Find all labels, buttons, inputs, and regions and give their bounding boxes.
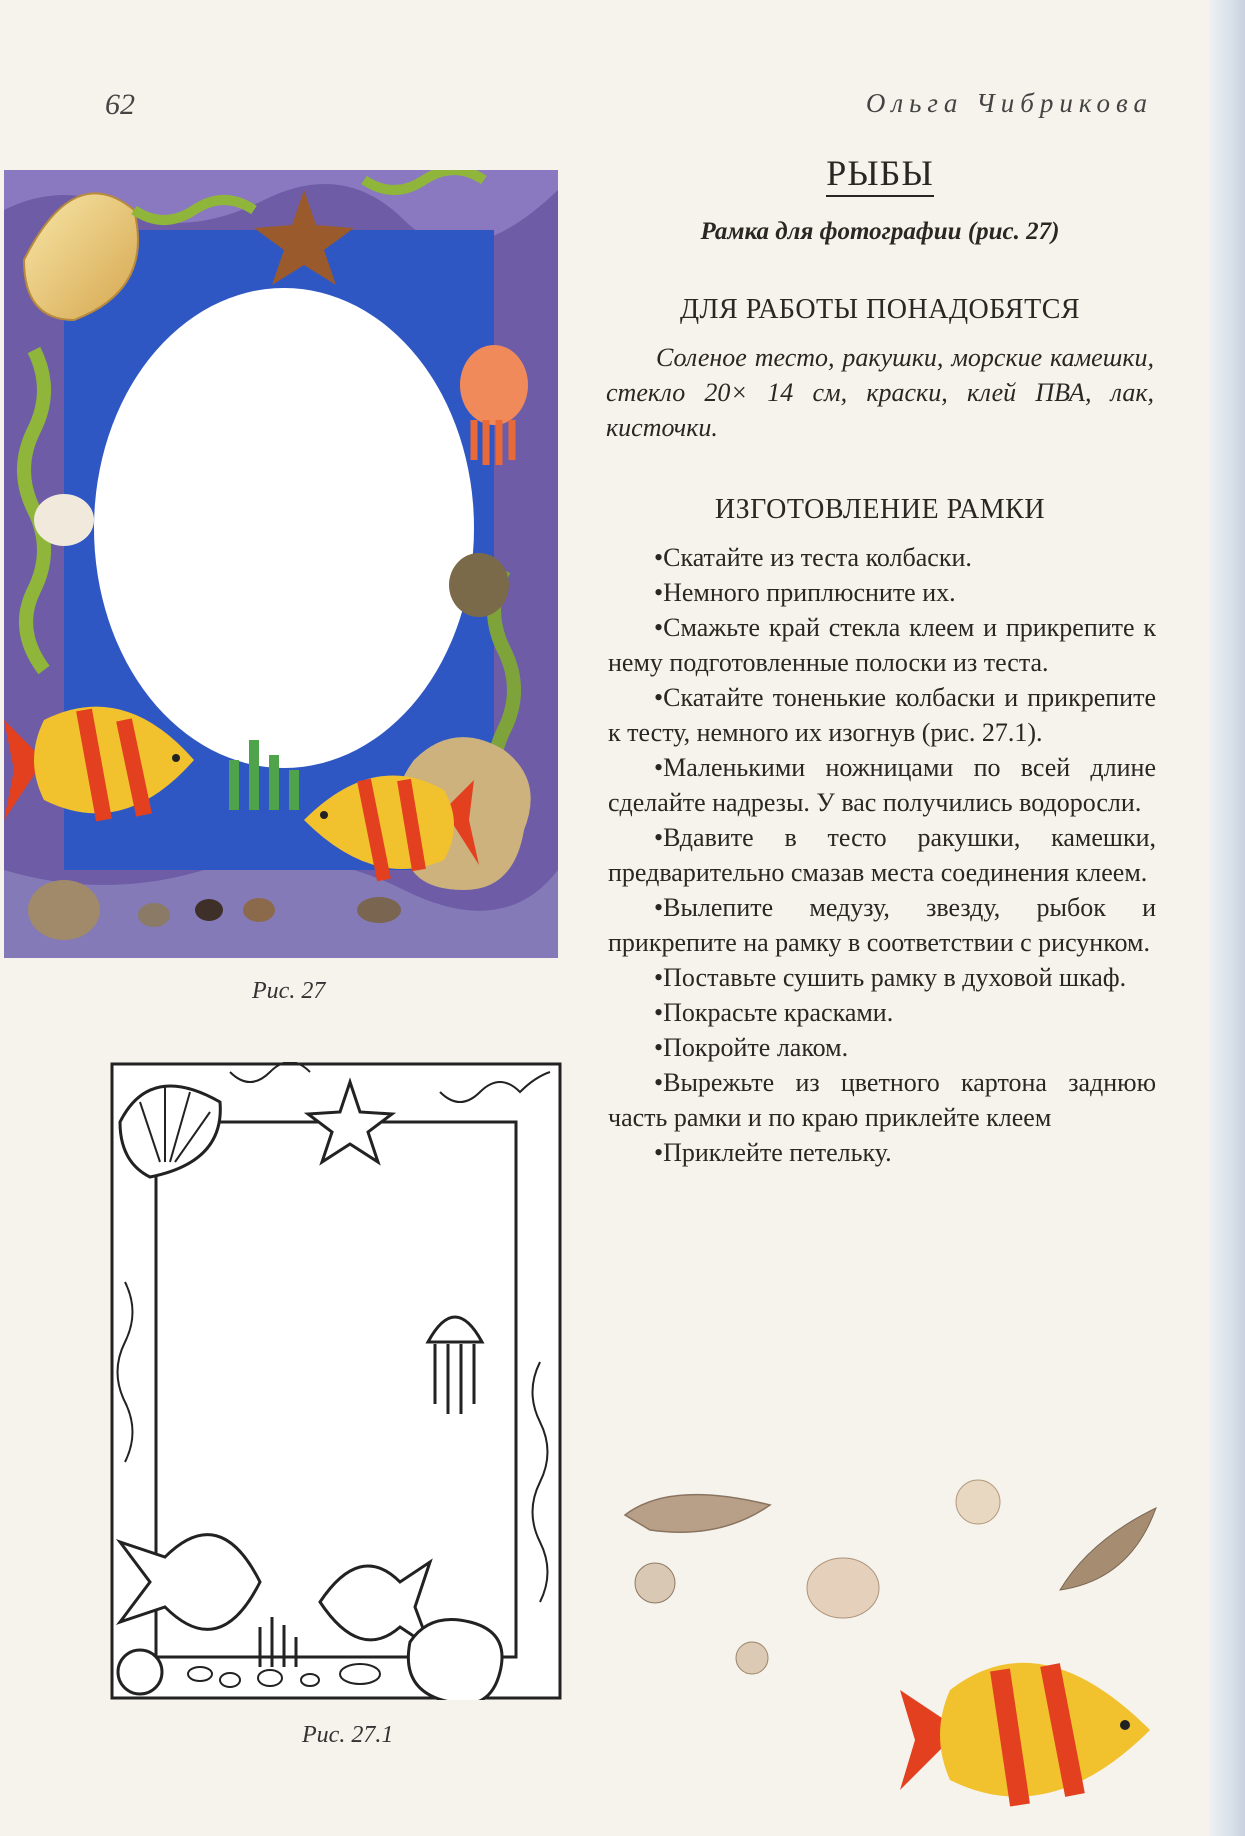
page-edge bbox=[1209, 0, 1245, 1836]
step-item: • Покройте лаком. bbox=[608, 1030, 1156, 1065]
frame-line-drawing bbox=[110, 1062, 562, 1700]
step-item: • Скатайте тоненькие колбаски и прикрепите к тесту, немного их изогнув (рис. 27.1). bbox=[608, 680, 1156, 750]
project-subtitle: Рамка для фотографии (рис. 27) bbox=[700, 218, 1060, 245]
frame-photo bbox=[4, 170, 558, 958]
step-item: • Покрасьте красками. bbox=[608, 995, 1156, 1030]
step-item: • Маленькими ножницами по всей длине сделайте надрезы. У вас получились водоросли. bbox=[608, 750, 1156, 820]
steps-list bbox=[608, 540, 1156, 1170]
step-item: • Немного приплюсните их. bbox=[608, 575, 1156, 610]
materials-heading: ДЛЯ РАБОТЫ ПОНАДОБЯТСЯ bbox=[679, 294, 1081, 325]
section-title-text: РЫБЫ bbox=[826, 153, 933, 197]
photo-caption: Рис. 27 bbox=[252, 978, 326, 1004]
decorative-shells bbox=[610, 1460, 1170, 1820]
step-item: • Приклейте петельку. bbox=[608, 1135, 1156, 1170]
step-item: • Скатайте из теста колбаски. bbox=[608, 540, 1156, 575]
step-item: • Поставьте сушить рамку в духовой шкаф. bbox=[608, 960, 1156, 995]
page-number: 62 bbox=[105, 88, 135, 121]
step-item: • Вдавите в тесто ракушки, камешки, предварительно смазав места соединения клеем. bbox=[608, 820, 1156, 890]
running-header-author: Ольга Чибрикова bbox=[865, 88, 1153, 118]
section-title bbox=[600, 152, 1160, 194]
step-item: • Вырежьте из цветного картона заднюю часть рамки и по краю приклейте клеем bbox=[608, 1065, 1156, 1135]
drawing-caption: Рис. 27.1 bbox=[302, 1722, 394, 1748]
steps-heading: ИЗГОТОВЛЕНИЕ РАМКИ bbox=[714, 494, 1046, 525]
step-item: • Смажьте край стекла клеем и прикрепите к нему подготовленные полоски из теста. bbox=[608, 610, 1156, 680]
materials-text: Соленое тесто, ракушки, морские камешки, стекло 20× 14 см, краски, клей ПВА, лак, кисточки. bbox=[606, 343, 1154, 442]
step-item: • Вылепите медузу, звезду, рыбок и прикрепите на рамку в соответствии с рисунком. bbox=[608, 890, 1156, 960]
